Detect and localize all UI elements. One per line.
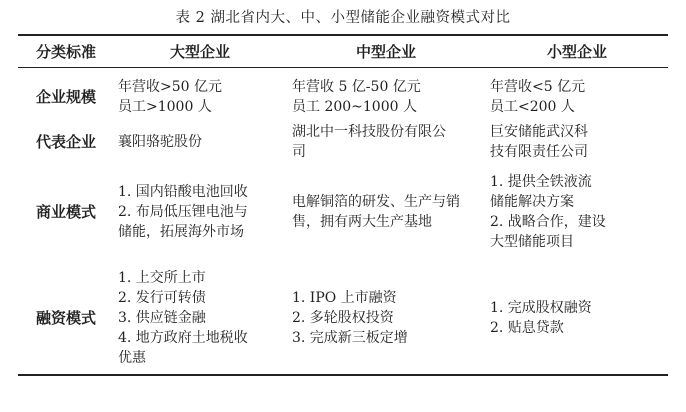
cell-line: 2. 多轮股权投资	[292, 310, 394, 326]
cell-line: 1. 提供全铁液流	[490, 174, 592, 190]
cell-line: 3. 完成新三板定增	[292, 330, 408, 346]
cell-line: 湖北中一科技股份有限公	[292, 124, 446, 140]
header-large: 大型企业	[169, 43, 230, 61]
cell-line: 员工<200 人	[490, 99, 575, 115]
cell-small	[486, 162, 668, 262]
cell-line: 2. 贴息贷款	[490, 320, 564, 336]
cell-line: 储能，拓展海外市场	[118, 224, 244, 240]
cell-line: 1. 完成股权融资	[490, 300, 592, 316]
cell-medium	[286, 122, 486, 162]
row-label: 企业规模	[35, 88, 96, 106]
row-label: 商业模式	[35, 203, 96, 221]
cell-line: 1. 上交所上市	[118, 270, 206, 286]
table-row	[18, 68, 668, 123]
table-row	[18, 122, 668, 162]
table-row	[18, 262, 668, 375]
cell-line: 襄阳骆驼股份	[118, 134, 202, 150]
cell-line: 年营收<5 亿元	[490, 79, 586, 95]
cell-line: 年营收 5 亿-50 亿元	[292, 79, 421, 95]
cell-medium	[286, 262, 486, 375]
cell-line: 电解铜箔的研发、生产与销	[292, 194, 460, 210]
cell-large	[114, 162, 286, 262]
cell-line: 1. 国内铅酸电池回收	[118, 184, 248, 200]
cell-large	[114, 262, 286, 375]
header-small: 小型企业	[546, 43, 607, 61]
cell-line: 优惠	[118, 350, 146, 366]
cell-line: 1. IPO 上市融资	[292, 290, 397, 306]
cell-line: 售，拥有两大生产基地	[292, 214, 432, 230]
row-label: 代表企业	[35, 133, 96, 151]
cell-line: 4. 地方政府土地税收	[118, 330, 248, 346]
cell-line: 员工 200~1000 人	[292, 99, 417, 115]
cell-large	[114, 68, 286, 123]
header-category: 分类标准	[35, 43, 96, 61]
cell-large	[114, 122, 286, 162]
table-row	[18, 162, 668, 262]
header-row	[18, 35, 668, 68]
comparison-table	[18, 34, 668, 376]
cell-line: 巨安储能武汉科	[490, 124, 588, 140]
cell-line: 大型储能项目	[490, 234, 574, 250]
cell-line: 技有限责任公司	[490, 144, 588, 160]
cell-line: 储能解决方案	[490, 194, 574, 210]
cell-small	[486, 262, 668, 375]
cell-medium	[286, 68, 486, 123]
cell-medium	[286, 162, 486, 262]
table-caption: 表 2 湖北省内大、中、小型储能企业融资模式对比	[175, 10, 511, 26]
row-label: 融资模式	[35, 309, 96, 327]
cell-line: 2. 战略合作，建设	[490, 214, 606, 230]
cell-line: 司	[292, 144, 306, 160]
cell-line: 员工>1000 人	[118, 99, 212, 115]
cell-line: 年营收>50 亿元	[118, 79, 222, 95]
cell-small	[486, 122, 668, 162]
cell-line: 3. 供应链金融	[118, 310, 206, 326]
cell-small	[486, 68, 668, 123]
cell-line: 2. 布局低压锂电池与	[118, 204, 248, 220]
header-medium: 中型企业	[355, 43, 416, 61]
cell-line: 2. 发行可转债	[118, 290, 206, 306]
